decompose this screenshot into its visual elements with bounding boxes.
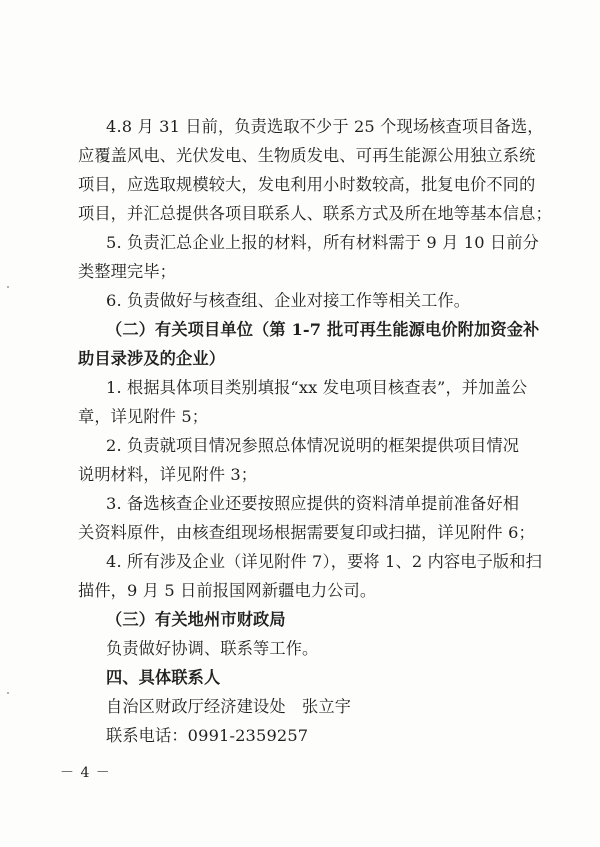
text-line: 项目，并汇总提供各项目联系人、联系方式及所在地等基本信息； (78, 204, 552, 223)
text-line: 章，详见附件 5； (78, 407, 209, 426)
scan-mark (7, 286, 9, 288)
text-line: 4. 所有涉及企业（详见附件 7），要将 1、2 内容电子版和扫 (106, 552, 542, 571)
scan-mark (7, 692, 9, 694)
text-line: 3. 备选核查企业还要按照应提供的资料清单提前准备好相 (106, 494, 520, 513)
contact-phone: 联系电话：0991-2359257 (106, 726, 309, 745)
text-line: 项目，应选取规模较大，发电利用小时数较高，批复电价不同的 (78, 175, 536, 194)
text-line: 2. 负责就项目情况参照总体情况说明的框架提供项目情况 (106, 436, 520, 455)
text-line: 类整理完毕； (78, 262, 177, 281)
text-line: 6. 负责做好与核查组、企业对接工作等相关工作。 (106, 291, 471, 310)
text-line: 4.8 月 31 日前，负责选取不少于 25 个现场核查项目备选， (106, 117, 544, 136)
text-line: 负责做好协调、联系等工作。 (106, 639, 319, 658)
page-number: － 4 － (60, 765, 111, 781)
main-heading: 四、具体联系人 (106, 668, 221, 687)
text-line: 关资料原件，由核查组现场根据需要复印或扫描，详见附件 6； (78, 523, 535, 542)
contact-person: 自治区财政厅经济建设处 张立宇 (106, 697, 352, 716)
text-line: 5. 负责汇总企业上报的材料，所有材料需于 9 月 10 日前分 (106, 233, 539, 252)
text-line: 应覆盖风电、光伏发电、生物质发电、可再生能源公用独立系统 (78, 146, 536, 165)
document-body (78, 112, 552, 750)
section-heading: （三）有关地州市财政局 (106, 610, 286, 629)
section-heading-continued: 助目录涉及的企业） (78, 349, 226, 368)
text-line: 1. 根据具体项目类别填报“xx 发电项目核查表”，并加盖公 (106, 378, 528, 397)
section-heading: （二）有关项目单位（第 1-7 批可再生能源电价附加资金补 (106, 320, 540, 339)
text-line: 描件，9 月 5 日前报国网新疆电力公司。 (78, 581, 377, 600)
text-line: 说明材料，详见附件 3； (78, 465, 258, 484)
